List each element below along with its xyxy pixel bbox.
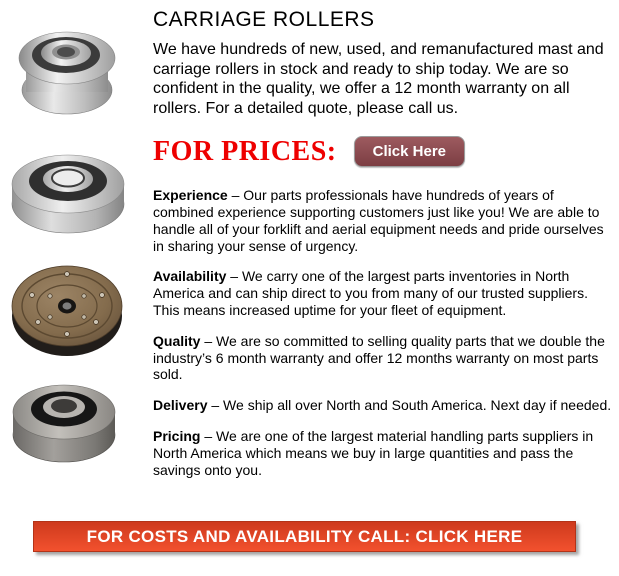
pricing-heading: Pricing bbox=[153, 427, 201, 444]
quality-heading: Quality bbox=[153, 332, 201, 349]
availability-heading: Availability bbox=[153, 268, 227, 285]
delivery-text: – We ship all over North and South America. Next day if needed. bbox=[211, 397, 612, 414]
dark-roller-image bbox=[8, 372, 122, 468]
prices-row bbox=[153, 133, 615, 170]
delivery-section bbox=[153, 397, 615, 414]
quality-text: – We are so committed to selling quality parts that we double the industry’s 6 month warranty and offer 12 months warranty on most parts sold. bbox=[153, 332, 605, 383]
experience-section bbox=[153, 187, 615, 254]
experience-text: – Our parts professionals have hundreds of years of combined experience supporting customers just like you! We are able to handle all of your forklift and aerial equipment needs and pride ourselves in sharing your sense of urgency. bbox=[153, 187, 604, 254]
pricing-text: – We are one of the largest material handling parts suppliers in North America which means we buy in large quantities and pass the savings onto you. bbox=[153, 427, 594, 478]
dark-roller-bearing-photo bbox=[8, 372, 138, 473]
flanged-carriage-roller-photo bbox=[8, 16, 138, 125]
mast-roller-bearing-photo bbox=[8, 144, 138, 245]
quality-section bbox=[153, 333, 615, 383]
availability-section bbox=[153, 268, 615, 318]
intro-paragraph: We have hundreds of new, used, and remanufactured mast and carriage rollers in stock and ready to ship today. We are so confident in the quality, we offer a 12 month warranty on all rollers. For a detailed quote, please call us. bbox=[153, 41, 604, 117]
for-prices-label: FOR PRICES: bbox=[153, 135, 337, 167]
pricing-section bbox=[153, 428, 615, 478]
flanged-roller-image bbox=[8, 16, 130, 120]
delivery-heading: Delivery bbox=[153, 397, 208, 414]
availability-text: – We carry one of the largest parts inventories in North America and can ship direct to you from many of our trusted suppliers. This means increased uptime for your fleet of equipment. bbox=[153, 268, 588, 318]
mast-roller-image bbox=[8, 144, 130, 240]
bronze-pulley-sheave-photo bbox=[8, 256, 138, 363]
costs-availability-banner[interactable]: FOR COSTS AND AVAILABILITY CALL: CLICK HERE bbox=[33, 521, 576, 552]
page-title: CARRIAGE ROLLERS bbox=[153, 8, 375, 31]
experience-heading: Experience bbox=[153, 187, 228, 204]
click-here-button[interactable]: Click Here bbox=[354, 136, 465, 167]
pulley-sheave-image bbox=[8, 256, 128, 358]
main-content bbox=[153, 8, 615, 478]
